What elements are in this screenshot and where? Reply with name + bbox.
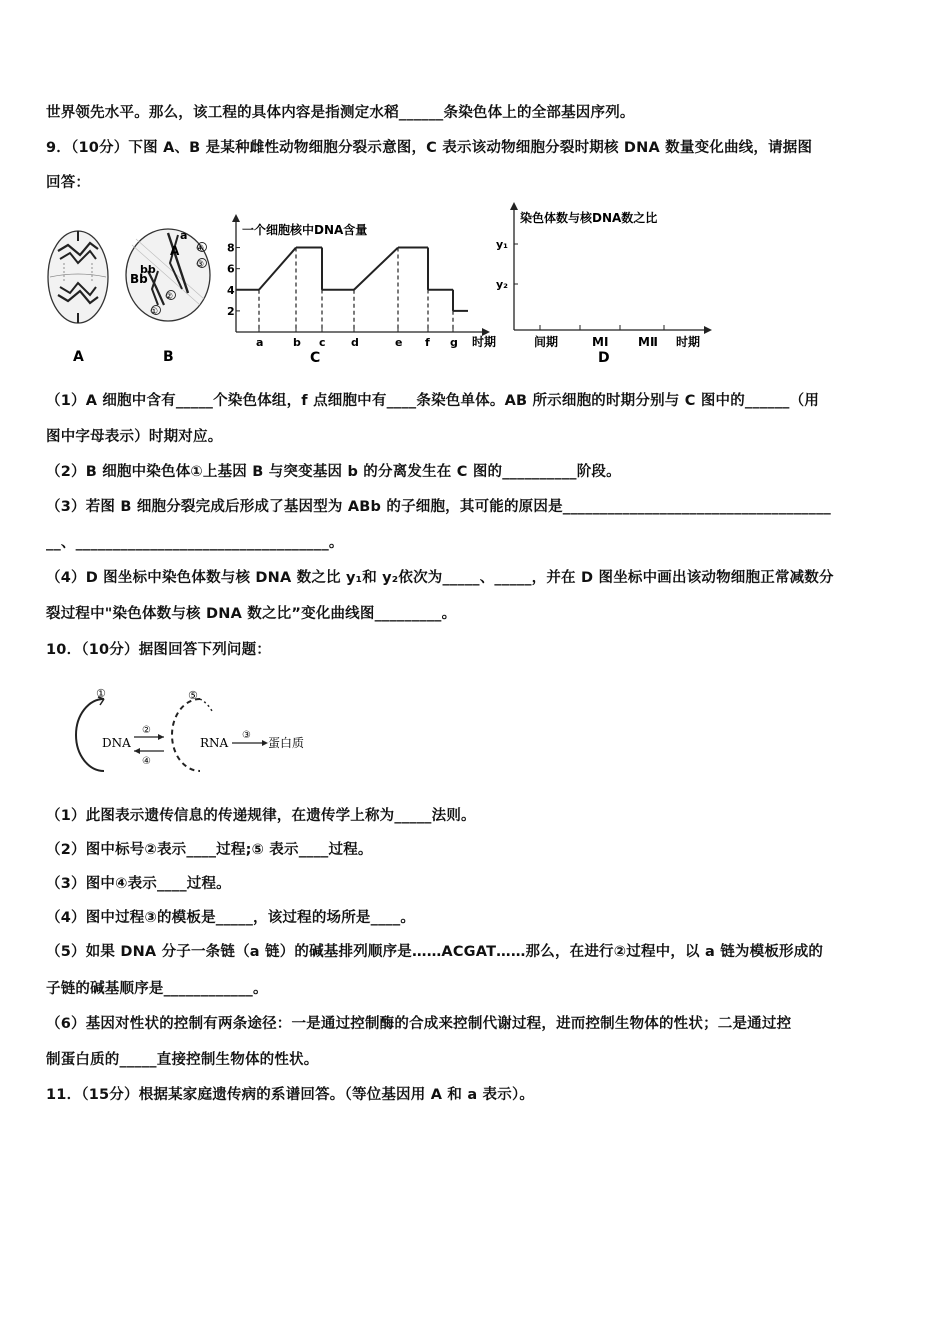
chart-d-x-arrow bbox=[704, 326, 712, 334]
chart-c-x-tick-label: e bbox=[395, 336, 403, 349]
chart-c-y-tick-label: 4 bbox=[227, 283, 235, 297]
chart-d-y-tick-label: y₁ bbox=[496, 238, 508, 251]
process-mark-1: ① bbox=[96, 687, 106, 700]
chromosome-mark-2: ② bbox=[165, 292, 174, 302]
chart-c-x-tick-label: c bbox=[319, 336, 326, 349]
gene-a-label: a bbox=[180, 229, 188, 242]
question-9-stem: 9．（10分）下图 A、B 是某种雌性动物细胞分裂示意图，C 表示该动物细胞分裂时期核 DNA 数量变化曲线，请据图 bbox=[46, 140, 813, 156]
chart-d-y-arrow bbox=[510, 202, 518, 210]
chart-c-x-tick-label: g bbox=[450, 336, 458, 349]
chart-c-x-tick-label: a bbox=[256, 336, 264, 349]
q10-part-2: （2）图中标号②表示____过程;⑤ 表示____过程。 bbox=[46, 842, 373, 858]
text-line-1: 世界领先水平。那么，该工程的具体内容是指测定水稻______条染色体上的全部基因序列。 bbox=[46, 105, 635, 121]
chart-d-x-tick-label: MⅡ bbox=[638, 335, 658, 349]
process-mark-3: ③ bbox=[242, 730, 251, 741]
q10-part-6-cont: 制蛋白质的_____直接控制生物体的性状。 bbox=[46, 1052, 319, 1068]
chart-d-label: D bbox=[598, 350, 610, 366]
dna-content-chart-c bbox=[222, 210, 502, 370]
q9-part-4-cont: 裂过程中"染色体数与核 DNA 数之比”变化曲线图_________。 bbox=[46, 606, 457, 622]
question-10-stem: 10．（10分）据图回答下列问题： bbox=[46, 642, 272, 658]
q9-part-1: （1）A 细胞中含有_____个染色体组，f 点细胞中有____条染色单体。AB 所示细胞的时期分别与 C 图中的______（用 bbox=[46, 393, 820, 409]
chart-d-x-tick-label: 间期 bbox=[534, 335, 559, 349]
process-mark-2: ② bbox=[142, 725, 151, 736]
q10-part-5-cont: 子链的碱基顺序是____________。 bbox=[46, 981, 268, 997]
chart-c-x-tick-label: b bbox=[293, 336, 301, 349]
question-11-stem: 11．（15分）根据某家庭遗传病的系谱回答。（等位基因用 A 和 a 表示）。 bbox=[46, 1087, 535, 1103]
chart-c-x-tick-label: d bbox=[351, 336, 359, 349]
chart-d-x-tick-label: MⅠ bbox=[592, 335, 609, 349]
chart-c-y-arrow bbox=[232, 214, 240, 222]
chart-c-title: 一个细胞核中DNA含量 bbox=[242, 223, 368, 237]
chromosome-mark-4: ④ bbox=[196, 244, 205, 254]
dna-label: DNA bbox=[102, 736, 131, 750]
process-mark-5: ⑤ bbox=[188, 689, 198, 702]
q10-part-6: （6）基因对性状的控制有两条途径：一是通过控制酶的合成来控制代谢过程，进而控制生物体的性状；二是通过控 bbox=[46, 1016, 792, 1032]
cell-division-figure-ab bbox=[40, 215, 230, 370]
q10-part-1: （1）此图表示遗传信息的传递规律，在遗传学上称为_____法则。 bbox=[46, 808, 476, 824]
chromosome-mark-1: ① bbox=[150, 307, 159, 317]
question-9-stem-cont: 回答： bbox=[46, 175, 91, 191]
q10-part-4: （4）图中过程③的模板是_____，该过程的场所是____。 bbox=[46, 910, 416, 926]
protein-label: 蛋白质 bbox=[268, 736, 305, 750]
q9-part-1-cont: 图中字母表示）时期对应。 bbox=[46, 429, 223, 445]
q9-part-3: （3）若图 B 细胞分裂完成后形成了基因型为 ABb 的子细胞，其可能的原因是____________________________________ bbox=[46, 499, 831, 515]
ratio-chart-d bbox=[490, 200, 720, 370]
chart-c-data-segment bbox=[259, 248, 296, 290]
chart-d-title: 染色体数与核DNA数之比 bbox=[520, 211, 658, 225]
chart-c-x-axis-label: 时期 bbox=[472, 335, 497, 349]
cell-a-diagram bbox=[48, 231, 108, 323]
chart-c-y-tick-label: 6 bbox=[227, 262, 235, 276]
chart-c-x-tick-label: f bbox=[425, 336, 430, 349]
process-mark-4: ④ bbox=[142, 756, 151, 767]
chart-d-x-axis-label: 时期 bbox=[676, 335, 701, 349]
rna-label: RNA bbox=[200, 736, 229, 750]
q10-part-3: （3）图中④表示____过程。 bbox=[46, 876, 231, 892]
gene-bb-small-label: bb bbox=[140, 263, 156, 276]
chromosome-mark-3: ③ bbox=[196, 260, 205, 270]
cell-b-diagram bbox=[126, 229, 210, 321]
q9-part-4: （4）D 图坐标中染色体数与核 DNA 数之比 y₁和 y₂依次为_____、_____，并在 D 图坐标中画出该动物细胞正常减数分 bbox=[46, 570, 834, 586]
figure-a-label: A bbox=[73, 349, 84, 365]
chart-c-y-tick-label: 8 bbox=[227, 241, 235, 255]
chart-c-label: C bbox=[310, 350, 321, 366]
q10-part-5: （5）如果 DNA 分子一条链（a 链）的碱基排列顺序是……ACGAT……那么，在进行②过程中，以 a 链为模板形成的 bbox=[46, 944, 824, 960]
chart-c-data-segment bbox=[354, 248, 398, 290]
q9-part-2: （2）B 细胞中染色体①上基因 B 与突变基因 b 的分离发生在 C 图的__________阶段。 bbox=[46, 464, 621, 480]
q9-part-3-cont: __、__________________________________。 bbox=[46, 535, 344, 551]
chart-d-y-tick-label: y₂ bbox=[496, 278, 508, 291]
figure-b-label: B bbox=[163, 349, 174, 365]
central-dogma-figure bbox=[60, 685, 320, 785]
chart-c-y-tick-label: 2 bbox=[227, 304, 235, 318]
gene-bb-label: Bb bbox=[130, 272, 148, 286]
gene-capital-a-label: A bbox=[170, 244, 180, 258]
